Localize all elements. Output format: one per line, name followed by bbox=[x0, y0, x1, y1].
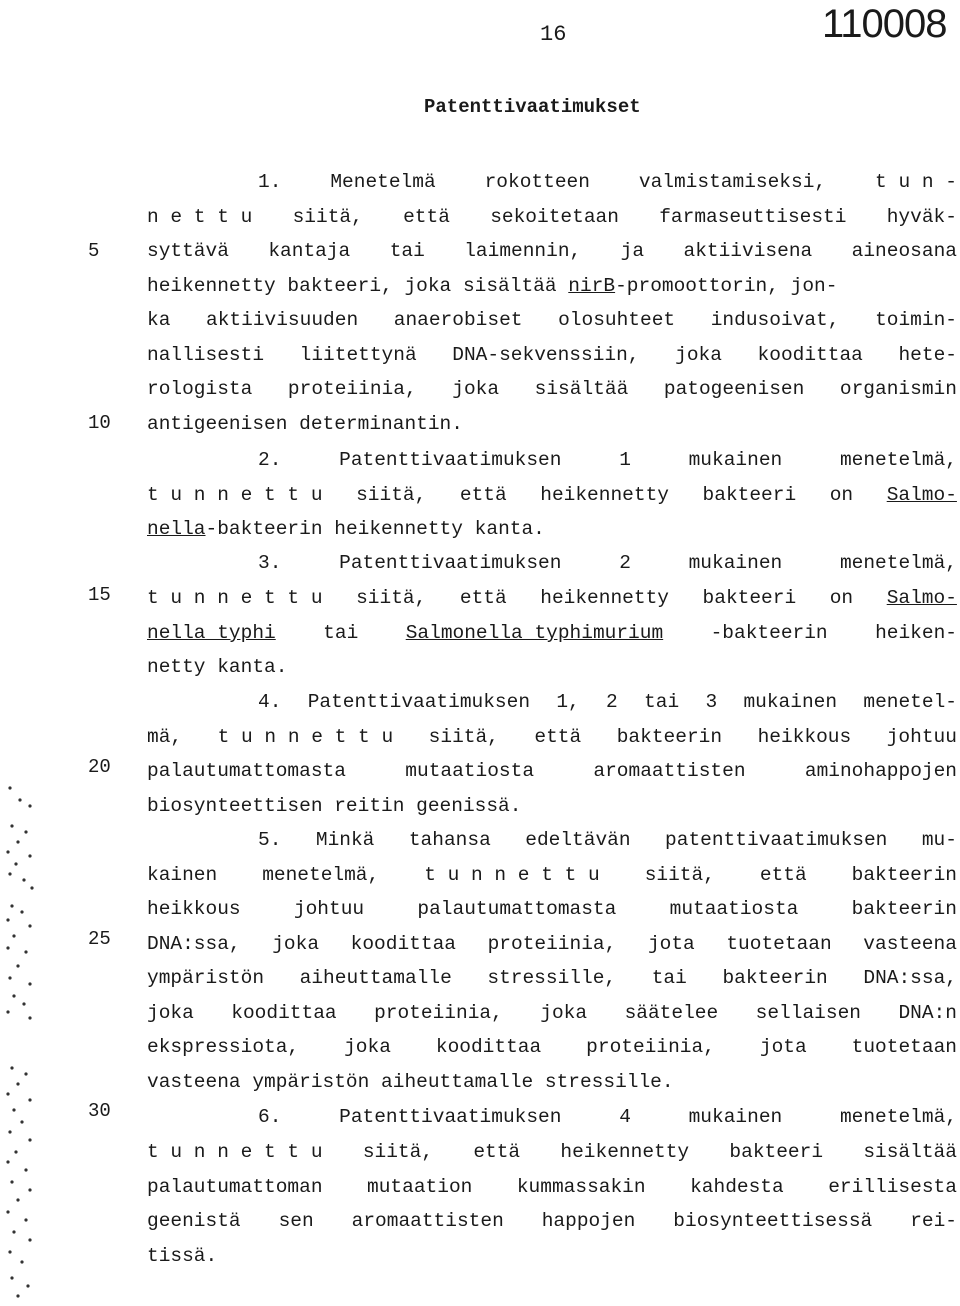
claim-4-line-2: mä, t u n n e t t u siitä, että bakteerin heikkous johtuu bbox=[147, 726, 957, 748]
claim-3-line-1: 3. Patenttivaatimuksen 2 mukainen menetelmä, bbox=[258, 552, 957, 574]
page-number: 16 bbox=[540, 22, 567, 47]
claim-5-line-2: kainen menetelmä, t u n n e t t u siitä, että bakteerin bbox=[147, 864, 957, 886]
claim-2-line-2: t u n n e t t u siitä, että heikennetty bakteeri on Salmo- bbox=[147, 484, 957, 506]
claim-5-line-3: heikkous johtuu palautumattomasta mutaatiosta bakteerin bbox=[147, 898, 957, 920]
claim-2-line-3: nella-bakteerin heikennetty kanta. bbox=[147, 518, 545, 540]
claim-1-line-2: n e t t u siitä, että sekoitetaan farmaseuttisesti hyväk- bbox=[147, 206, 957, 228]
claim-1-line-8: antigeenisen determinantin. bbox=[147, 413, 463, 435]
claim-5-line-4: DNA:ssa, joka koodittaa proteiinia, jota tuotetaan vasteena bbox=[147, 933, 957, 955]
claim-1-line-3: syttävä kantaja tai laimennin, ja aktiivisena aineosana bbox=[147, 240, 957, 262]
claim-3-line-3: nella typhi tai Salmonella typhimurium -bakteerin heiken- bbox=[147, 622, 957, 644]
page-heading: Patenttivaatimukset bbox=[424, 96, 641, 118]
claim-1-line-6: nallisesti liitettynä DNA-sekvenssiin, joka koodittaa hete- bbox=[147, 344, 957, 366]
claim-5-line-5: ympäristön aiheuttamalle stressille, tai bakteerin DNA:ssa, bbox=[147, 967, 957, 989]
line-number-5: 5 bbox=[88, 240, 100, 262]
claim-6-line-3: palautumattoman mutaation kummassakin kahdesta erillisesta bbox=[147, 1176, 957, 1198]
line-number-30: 30 bbox=[88, 1100, 111, 1122]
claim-1-line-4: heikennetty bakteeri, joka sisältää nirB-promoottorin, jon- bbox=[147, 275, 838, 297]
claim-5-line-8: vasteena ympäristön aiheuttamalle stressille. bbox=[147, 1071, 674, 1093]
claim-5-line-7: ekspressiota, joka koodittaa proteiinia, jota tuotetaan bbox=[147, 1036, 957, 1058]
nirb-promoter-term: nirB bbox=[568, 275, 616, 297]
claim-6-line-1: 6. Patenttivaatimuksen 4 mukainen menetelmä, bbox=[258, 1106, 957, 1128]
claim-2-line-1: 2. Patenttivaatimuksen 1 mukainen menetelmä, bbox=[258, 449, 957, 471]
claim-1-line-1: 1. Menetelmä rokotteen valmistamiseksi, t u n - bbox=[258, 171, 957, 193]
claim-3-line-2: t u n n e t t u siitä, että heikennetty bakteeri on Salmo- bbox=[147, 587, 957, 609]
claim-6-line-2: t u n n e t t u siitä, että heikennetty bakteeri sisältää bbox=[147, 1141, 957, 1163]
line-number-20: 20 bbox=[88, 756, 111, 778]
line-number-25: 25 bbox=[88, 928, 111, 950]
claim-5-line-6: joka koodittaa proteiinia, joka säätelee sellaisen DNA:n bbox=[147, 1002, 957, 1024]
claim-4-line-1: 4. Patenttivaatimuksen 1, 2 tai 3 mukainen menetel- bbox=[258, 691, 957, 713]
salmonella-term: nella bbox=[147, 518, 206, 540]
claim-4-line-4: biosynteettisen reitin geenissä. bbox=[147, 795, 522, 817]
claim-6-line-4: geenistä sen aromaattisten happojen biosynteettisessä rei- bbox=[147, 1210, 957, 1232]
claim-4-line-3: palautumattomasta mutaatiosta aromaattisten aminohappojen bbox=[147, 760, 957, 782]
salmonella-typhimurium-term: Salmonella typhimurium bbox=[405, 622, 664, 644]
claim-6-line-5: tissä. bbox=[147, 1245, 218, 1267]
line-number-10: 10 bbox=[88, 412, 111, 434]
scan-margin-dots bbox=[0, 0, 60, 1306]
salmonella-typhi-term: nella typhi bbox=[147, 622, 276, 644]
line-number-15: 15 bbox=[88, 584, 111, 606]
claim-1-line-7: rologista proteiinia, joka sisältää patogeenisen organismin bbox=[147, 378, 957, 400]
claim-3-line-4: netty kanta. bbox=[147, 656, 288, 678]
claim-5-line-1: 5. Minkä tahansa edeltävän patenttivaatimuksen mu- bbox=[258, 829, 957, 851]
claim-1-line-5: ka aktiivisuuden anaerobiset olosuhteet indusoivat, toimin- bbox=[147, 309, 957, 331]
patent-number: 110008 bbox=[822, 2, 947, 46]
